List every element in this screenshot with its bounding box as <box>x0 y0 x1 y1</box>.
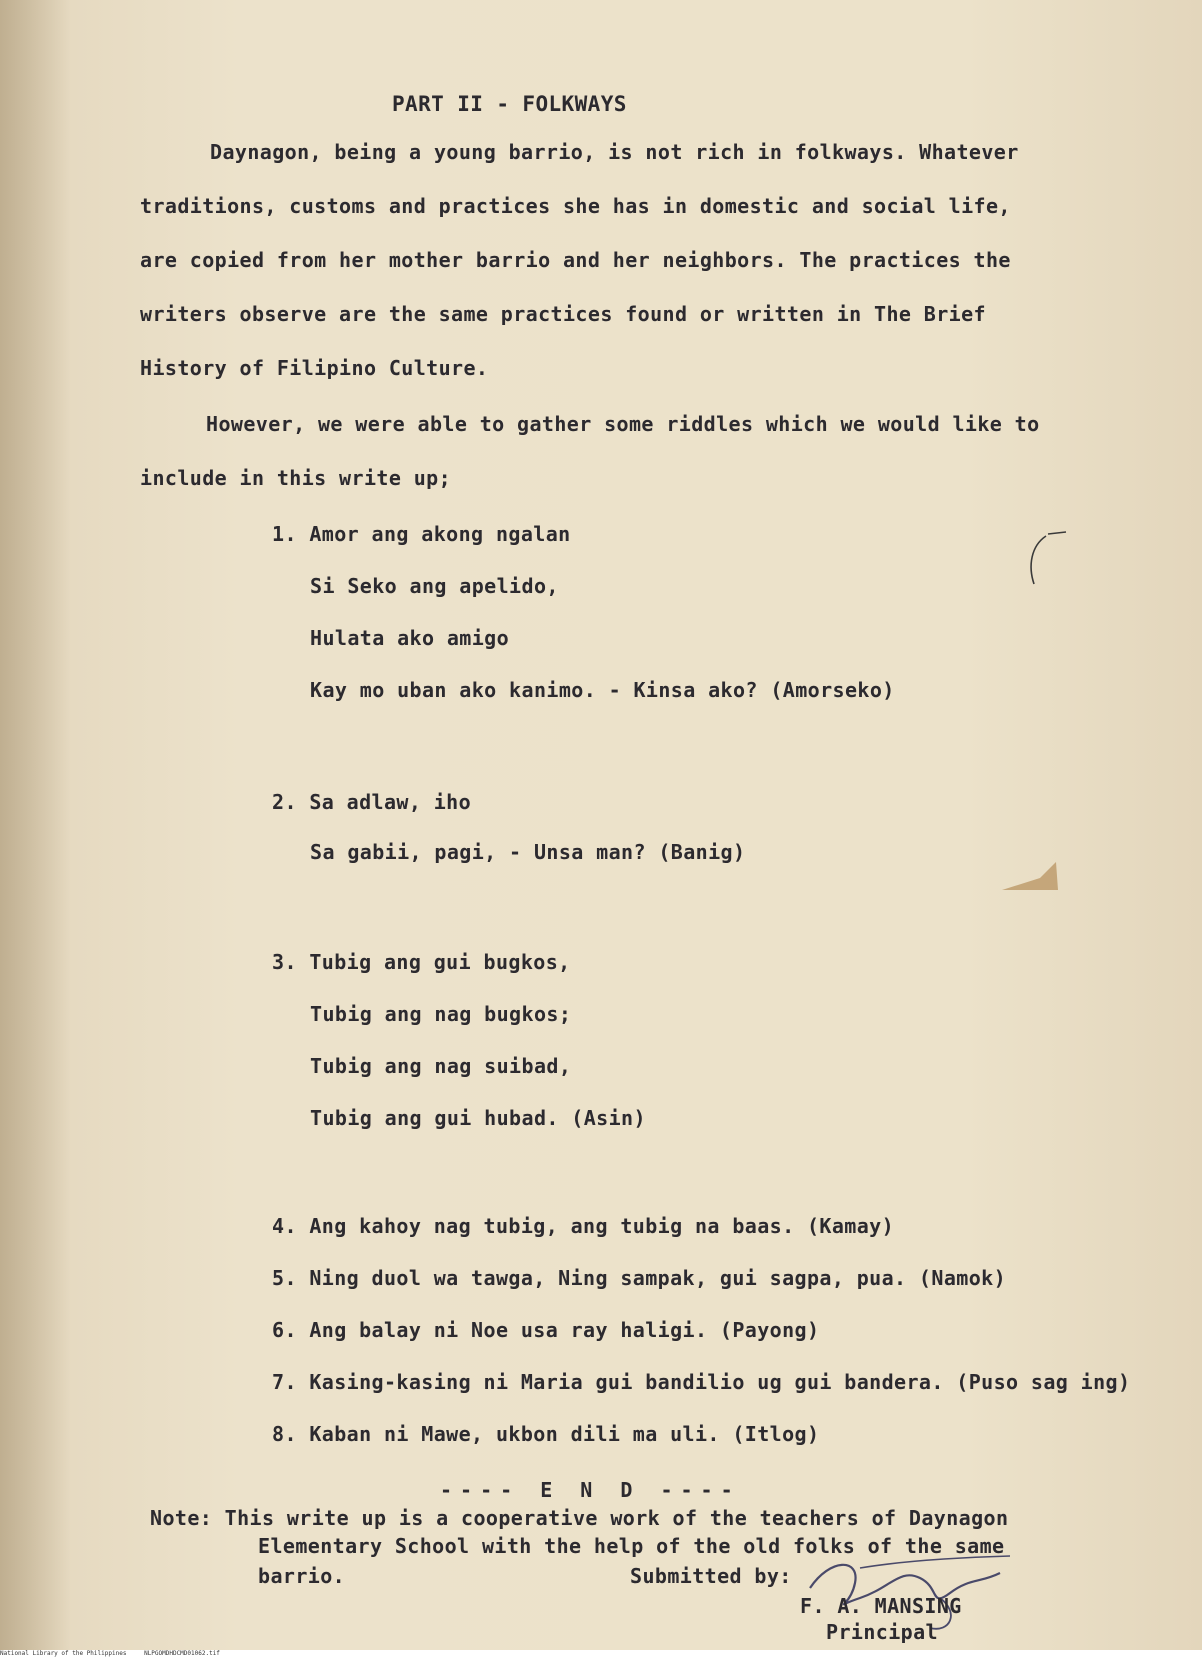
submitted-by-label: Submitted by: <box>630 1564 792 1588</box>
pen-mark <box>1026 526 1086 596</box>
riddle-1-line: 1. Amor ang akong ngalan <box>272 522 571 546</box>
footer-file: NLPGOMDHDCMD01062.tif <box>144 1650 220 1657</box>
riddle-line: 8. Kaban ni Mawe, ukbon dili ma uli. (Itlog) <box>272 1422 820 1446</box>
riddle-3-line: Tubig ang gui hubad. (Asin) <box>310 1106 646 1130</box>
intro-line: traditions, customs and practices she has in domestic and social life, <box>140 194 1011 218</box>
riddle-line: 6. Ang balay ni Noe usa ray haligi. (Payong) <box>272 1318 820 1342</box>
paper-stain <box>1000 860 1060 894</box>
lead-in-line: include in this write up; <box>140 466 452 490</box>
riddle-3-line: Tubig ang nag bugkos; <box>310 1002 572 1026</box>
signatory-name: F. A. MANSING <box>800 1594 962 1618</box>
lead-in-line: However, we were able to gather some riddles which we would like to <box>206 412 1040 436</box>
page-shadow <box>0 0 70 1650</box>
riddle-1-line: Hulata ako amigo <box>310 626 510 650</box>
riddle-1-line: Kay mo uban ako kanimo. - Kinsa ako? (Amorseko) <box>310 678 895 702</box>
signatory-title: Principal <box>826 1620 938 1644</box>
intro-line: writers observe are the same practices found or written in The Brief <box>140 302 986 326</box>
riddle-2-line: Sa gabii, pagi, - Unsa man? (Banig) <box>310 840 746 864</box>
intro-line: History of Filipino Culture. <box>140 356 489 380</box>
end-marker: ---- E N D ---- <box>440 1478 741 1502</box>
riddle-1-line: Si Seko ang apelido, <box>310 574 559 598</box>
note-line: Note: This write up is a cooperative work of the teachers of Daynagon <box>150 1506 1009 1530</box>
riddle-2-line: 2. Sa adlaw, iho <box>272 790 472 814</box>
section-heading: PART II - FOLKWAYS <box>392 92 627 116</box>
riddle-3-line: Tubig ang nag suibad, <box>310 1054 572 1078</box>
scan-footer <box>0 1650 1202 1658</box>
riddle-line: 7. Kasing-kasing ni Maria gui bandilio ug gui bandera. (Puso sag ing) <box>272 1370 1131 1394</box>
riddle-3-line: 3. Tubig ang gui bugkos, <box>272 950 571 974</box>
note-line: barrio. <box>258 1564 346 1588</box>
intro-line: Daynagon, being a young barrio, is not rich in folkways. Whatever <box>210 140 1019 164</box>
riddle-line: 5. Ning duol wa tawga, Ning sampak, gui sagpa, pua. (Namok) <box>272 1266 1007 1290</box>
footer-source: National Library of the Philippines <box>0 1650 127 1657</box>
riddle-line: 4. Ang kahoy nag tubig, ang tubig na baas. (Kamay) <box>272 1214 895 1238</box>
note-line: Elementary School with the help of the old folks of the same <box>258 1534 1005 1558</box>
intro-line: are copied from her mother barrio and her neighbors. The practices the <box>140 248 1011 272</box>
